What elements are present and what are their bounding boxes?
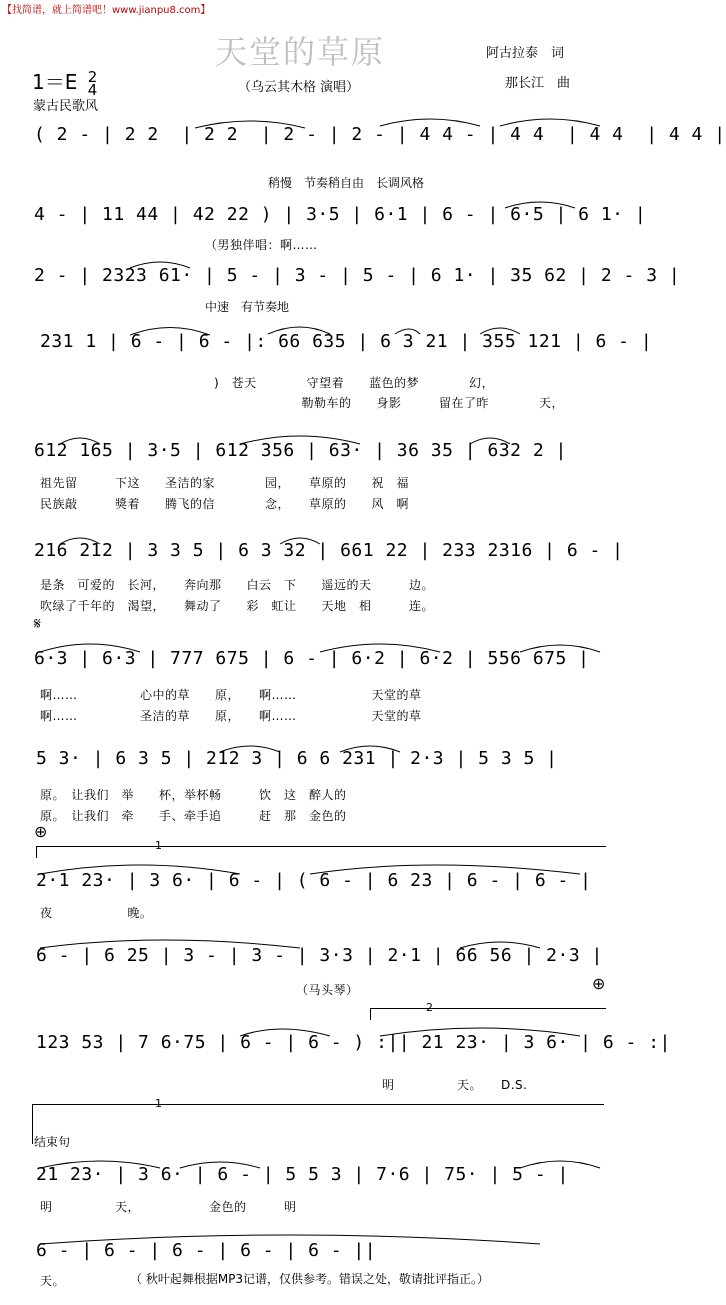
lyric-line: 啊…… 圣洁的草 原， 啊…… 天堂的草 <box>40 709 422 723</box>
volta-bracket-2-edge <box>370 1008 371 1020</box>
lyric-line: 天。 <box>40 1274 66 1288</box>
volta-number-2: 2 <box>426 1001 434 1014</box>
music-system-2: 4 - | 11 44 | 42 22 ) | 3·5 | 6·1 | 6 - | 6·5 | 6 1· | <box>34 204 647 225</box>
composer-credit: 那长江 曲 <box>505 76 571 91</box>
music-system-11: 123 53 | 7 6·75 | 6 - | 6 - ) :|| 21 23· | 3 6· | 6 - :| <box>36 1032 671 1053</box>
coda-sign-2: ⊕ <box>592 974 606 993</box>
volta-bracket-2 <box>370 1008 606 1009</box>
music-system-10: 6 - | 6 25 | 3 - | 3 - | 3·3 | 2·1 | 66 56 | 2·3 | <box>36 945 603 966</box>
music-system-5: 612 165 | 3·5 | 612 356 | 63· | 36 35 | 632 2 | <box>34 440 567 461</box>
lyric-line: 原。 让我们 牵 手、牵手追 赶 那 金色的 <box>40 809 347 823</box>
music-system-1: ( 2 - | 2 2 | 2 2 | 2 - | 2 - | 4 4 - | 4 4 | 4 4 | 4 4 | <box>34 124 726 145</box>
ending-bracket <box>32 1104 604 1105</box>
time-signature <box>87 67 98 99</box>
lyric-line: ) 苍天 守望着 蓝色的梦 幻， <box>214 376 495 390</box>
lyric-line: 勒勒车的 身影 留在了昨 天， <box>214 396 565 410</box>
coda-sign: ⊕ <box>34 822 48 841</box>
time-bottom: 4 <box>87 80 98 99</box>
music-system-12: 21 23· | 3 6· | 6 - | 5 5 3 | 7·6 | 75· | 5 - | <box>36 1164 569 1185</box>
lyric-line: （男独伴唱：啊…… <box>205 238 318 252</box>
music-system-13: 6 - | 6 - | 6 - | 6 - | 6 - || <box>36 1240 377 1261</box>
music-system-3: 2 - | 2323 61· | 5 - | 3 - | 5 - | 6 1· | 35 62 | 2 - 3 | <box>34 265 681 286</box>
lyric-line: 祖先留 下这 圣洁的家 园， 草原的 祝 福 <box>40 476 410 490</box>
lyric-line: 吹绿了千年的 渴望， 舞动了 彩 虹让 天地 相 连。 <box>40 599 435 613</box>
page-title: 天堂的草原 <box>214 33 385 71</box>
site-watermark: 【找简谱，就上简谱吧！www.jianpu8.com】 <box>2 5 211 16</box>
singer-credit: （乌云其木格 演唱） <box>238 80 360 95</box>
lyric-line: 民族敲 獎着 腾飞的信 念， 草原的 风 啊 <box>40 497 410 511</box>
lyricist-credit: 阿古拉泰 词 <box>486 46 565 61</box>
lyric-line: 原。 让我们 举 杯，举杯畅 饮 这 醉人的 <box>40 788 347 802</box>
music-system-6: 216 212 | 3 3 5 | 6 3 32 | 661 22 | 233 2316 | 6 - | <box>34 540 624 561</box>
segno-sign: 𝄋 <box>34 614 41 633</box>
volta-bracket-1-edge <box>36 846 37 858</box>
volta-bracket-1 <box>36 846 606 847</box>
music-system-7: 6·3 | 6·3 | 777 675 | 6 - | 6·2 | 6·2 | 556 675 | <box>34 648 590 669</box>
volta-number-1: 1 <box>155 839 163 852</box>
lyric-line: 夜 晚。 <box>40 906 153 920</box>
lyric-line: 明 天， 金色的 明 <box>40 1200 297 1214</box>
tempo-marking-2: 中速 有节奏地 <box>205 300 290 314</box>
music-system-8: 5 3· | 6 3 5 | 212 3 | 6 6 231 | 2·3 | 5 3 5 | <box>36 748 558 769</box>
key-label: 1＝E <box>32 70 78 94</box>
ending-label: 结束句 <box>34 1135 71 1149</box>
key-signature <box>32 66 97 97</box>
style-note: 蒙古民歌风 <box>33 99 99 114</box>
lyric-line: 明 天。 D.S. <box>382 1078 528 1092</box>
ending-volta-number: 1 <box>155 1097 163 1110</box>
tempo-marking-1: 稍慢 节奏稍自由 长调风格 <box>268 176 425 190</box>
ending-bracket-edge <box>32 1104 33 1144</box>
music-system-4: 231 1 | 6 - | 6 - |: 66 635 | 6 3 21 | 355 121 | 6 - | <box>40 331 653 352</box>
music-system-9: 2·1 23· | 3 6· | 6 - | ( 6 - | 6 23 | 6 - | 6 - | <box>36 870 592 891</box>
lyric-line: 是条 可爱的 长河， 奔向那 白云 下 遥远的天 边。 <box>40 578 435 592</box>
lyric-line: 啊…… 心中的草 原， 啊…… 天堂的草 <box>40 688 422 702</box>
footnote: （ 秋叶起舞根据MP3记谱，仅供参考。错误之处，敬请批评指正。） <box>130 1272 490 1286</box>
instrument-note: （马头琴） <box>296 983 359 997</box>
time-top: 2 <box>87 67 98 86</box>
